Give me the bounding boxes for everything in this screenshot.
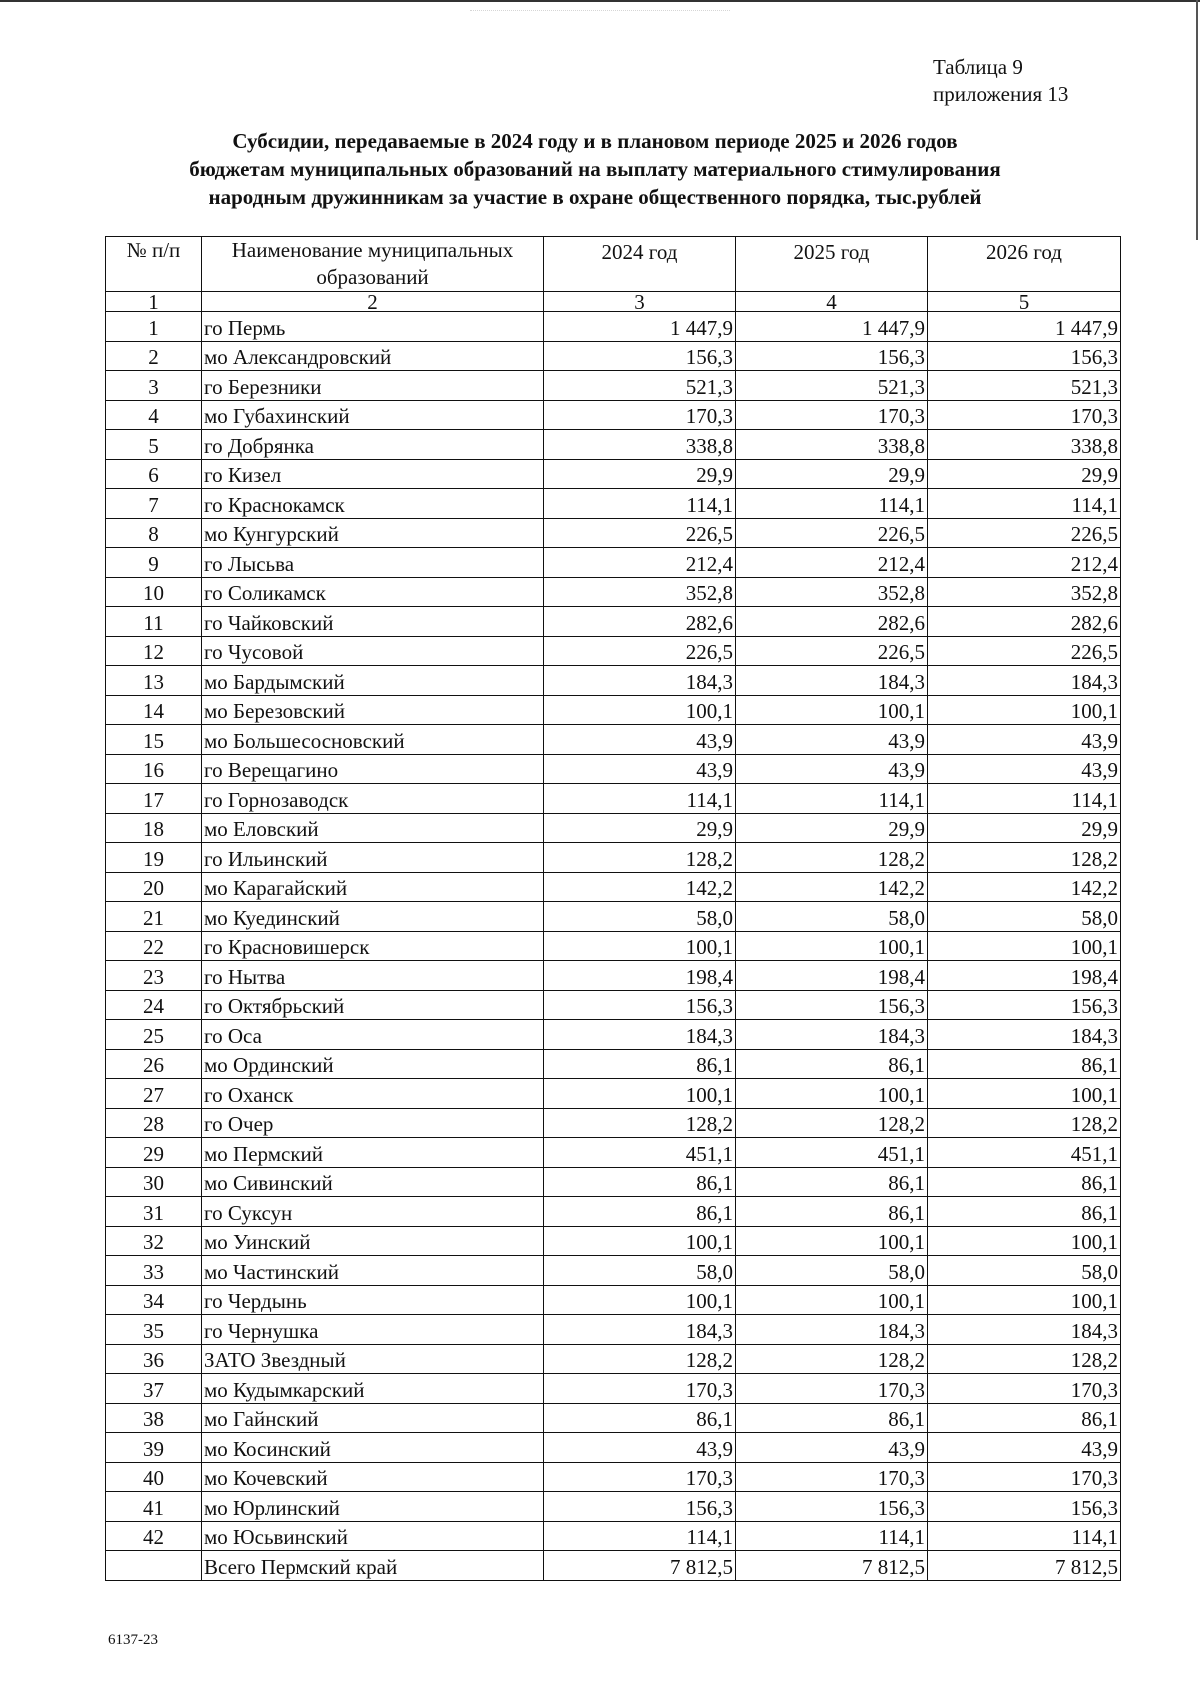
table-row bbox=[106, 1108, 1121, 1138]
municipality-name: го Оса bbox=[202, 1020, 544, 1050]
value-2024: 128,2 bbox=[544, 1108, 736, 1138]
value-2025: 184,3 bbox=[736, 1315, 928, 1345]
row-number: 38 bbox=[106, 1403, 202, 1433]
table-row bbox=[106, 1521, 1121, 1551]
title-line-1: Субсидии, передаваемые в 2024 году и в плановом периоде 2025 и 2026 годов bbox=[232, 129, 958, 153]
municipality-name: мо Кочевский bbox=[202, 1462, 544, 1492]
table-row bbox=[106, 990, 1121, 1020]
row-number: 33 bbox=[106, 1256, 202, 1286]
value-2024: 170,3 bbox=[544, 400, 736, 430]
table-row bbox=[106, 400, 1121, 430]
value-2025: 198,4 bbox=[736, 961, 928, 991]
title-line-2: бюджетам муниципальных образований на выплату материального стимулирования bbox=[189, 157, 1001, 181]
value-2026: 451,1 bbox=[928, 1138, 1121, 1168]
municipality-name: мо Березовский bbox=[202, 695, 544, 725]
municipality-name: мо Еловский bbox=[202, 813, 544, 843]
col-header-2025: 2025 год bbox=[736, 237, 928, 292]
value-2026: 86,1 bbox=[928, 1049, 1121, 1079]
row-number: 34 bbox=[106, 1285, 202, 1315]
value-2025: 43,9 bbox=[736, 1433, 928, 1463]
municipality-name: мо Юрлинский bbox=[202, 1492, 544, 1522]
value-2026: 156,3 bbox=[928, 341, 1121, 371]
municipality-name: мо Ординский bbox=[202, 1049, 544, 1079]
value-2026: 86,1 bbox=[928, 1403, 1121, 1433]
value-2026: 114,1 bbox=[928, 784, 1121, 814]
municipality-name: го Очер bbox=[202, 1108, 544, 1138]
value-2025: 184,3 bbox=[736, 666, 928, 696]
municipality-name: го Суксун bbox=[202, 1197, 544, 1227]
value-2025: 86,1 bbox=[736, 1197, 928, 1227]
col-header-2026: 2026 год bbox=[928, 237, 1121, 292]
row-number: 30 bbox=[106, 1167, 202, 1197]
value-2025: 100,1 bbox=[736, 1226, 928, 1256]
value-2024: 100,1 bbox=[544, 1226, 736, 1256]
total-row bbox=[106, 1551, 1121, 1581]
value-2026: 142,2 bbox=[928, 872, 1121, 902]
value-2024: 352,8 bbox=[544, 577, 736, 607]
table-row bbox=[106, 312, 1121, 342]
row-number: 1 bbox=[106, 312, 202, 342]
municipality-name: мо Куединский bbox=[202, 902, 544, 932]
value-2025: 58,0 bbox=[736, 1256, 928, 1286]
col-number: 1 bbox=[106, 292, 202, 312]
total-2025: 7 812,5 bbox=[736, 1551, 928, 1581]
value-2026: 156,3 bbox=[928, 990, 1121, 1020]
value-2024: 114,1 bbox=[544, 784, 736, 814]
row-number: 41 bbox=[106, 1492, 202, 1522]
subsidies-table bbox=[105, 236, 1121, 1581]
row-number: 27 bbox=[106, 1079, 202, 1109]
value-2026: 128,2 bbox=[928, 843, 1121, 873]
municipality-name: мо Большесосновский bbox=[202, 725, 544, 755]
table-row bbox=[106, 636, 1121, 666]
value-2024: 86,1 bbox=[544, 1403, 736, 1433]
value-2024: 451,1 bbox=[544, 1138, 736, 1168]
municipality-name: ЗАТО Звездный bbox=[202, 1344, 544, 1374]
value-2025: 142,2 bbox=[736, 872, 928, 902]
row-number: 32 bbox=[106, 1226, 202, 1256]
value-2024: 114,1 bbox=[544, 1521, 736, 1551]
value-2025: 29,9 bbox=[736, 459, 928, 489]
value-2024: 100,1 bbox=[544, 1079, 736, 1109]
row-number: 35 bbox=[106, 1315, 202, 1345]
value-2026: 352,8 bbox=[928, 577, 1121, 607]
table-row bbox=[106, 459, 1121, 489]
municipality-name: мо Гайнский bbox=[202, 1403, 544, 1433]
value-2025: 156,3 bbox=[736, 990, 928, 1020]
page-top-border bbox=[0, 0, 1200, 2]
value-2024: 282,6 bbox=[544, 607, 736, 637]
value-2026: 170,3 bbox=[928, 400, 1121, 430]
municipality-name: го Чердынь bbox=[202, 1285, 544, 1315]
row-number: 10 bbox=[106, 577, 202, 607]
municipality-name: мо Александровский bbox=[202, 341, 544, 371]
table-row bbox=[106, 577, 1121, 607]
municipality-name: го Соликамск bbox=[202, 577, 544, 607]
municipality-name: мо Юсьвинский bbox=[202, 1521, 544, 1551]
municipality-name: го Верещагино bbox=[202, 754, 544, 784]
value-2024: 1 447,9 bbox=[544, 312, 736, 342]
value-2025: 114,1 bbox=[736, 784, 928, 814]
municipality-name: мо Уинский bbox=[202, 1226, 544, 1256]
table-row bbox=[106, 341, 1121, 371]
value-2024: 226,5 bbox=[544, 636, 736, 666]
row-number: 17 bbox=[106, 784, 202, 814]
table-row bbox=[106, 1492, 1121, 1522]
row-number: 39 bbox=[106, 1433, 202, 1463]
col-header-2024: 2024 год bbox=[544, 237, 736, 292]
value-2024: 142,2 bbox=[544, 872, 736, 902]
municipality-name: го Кизел bbox=[202, 459, 544, 489]
value-2024: 29,9 bbox=[544, 813, 736, 843]
municipality-name: мо Губахинский bbox=[202, 400, 544, 430]
scan-smudge bbox=[470, 10, 730, 21]
value-2026: 114,1 bbox=[928, 1521, 1121, 1551]
row-number: 19 bbox=[106, 843, 202, 873]
value-2025: 156,3 bbox=[736, 1492, 928, 1522]
municipality-name: го Нытва bbox=[202, 961, 544, 991]
value-2025: 128,2 bbox=[736, 1344, 928, 1374]
value-2025: 29,9 bbox=[736, 813, 928, 843]
value-2025: 282,6 bbox=[736, 607, 928, 637]
value-2024: 86,1 bbox=[544, 1167, 736, 1197]
value-2025: 184,3 bbox=[736, 1020, 928, 1050]
municipality-name: го Ильинский bbox=[202, 843, 544, 873]
value-2026: 184,3 bbox=[928, 666, 1121, 696]
value-2024: 128,2 bbox=[544, 843, 736, 873]
value-2026: 100,1 bbox=[928, 1285, 1121, 1315]
value-2026: 338,8 bbox=[928, 430, 1121, 460]
value-2025: 100,1 bbox=[736, 931, 928, 961]
row-number: 5 bbox=[106, 430, 202, 460]
municipality-name: го Чайковский bbox=[202, 607, 544, 637]
table-row bbox=[106, 1049, 1121, 1079]
row-number: 18 bbox=[106, 813, 202, 843]
row-number: 8 bbox=[106, 518, 202, 548]
municipality-name: мо Кунгурский bbox=[202, 518, 544, 548]
table-row bbox=[106, 1020, 1121, 1050]
col-header-no: № п/п bbox=[106, 237, 202, 292]
table-row bbox=[106, 872, 1121, 902]
row-number: 22 bbox=[106, 931, 202, 961]
row-number: 9 bbox=[106, 548, 202, 578]
municipality-name: го Оханск bbox=[202, 1079, 544, 1109]
value-2026: 521,3 bbox=[928, 371, 1121, 401]
value-2024: 43,9 bbox=[544, 1433, 736, 1463]
table-row bbox=[106, 1462, 1121, 1492]
row-number: 11 bbox=[106, 607, 202, 637]
value-2024: 114,1 bbox=[544, 489, 736, 519]
value-2026: 198,4 bbox=[928, 961, 1121, 991]
value-2025: 212,4 bbox=[736, 548, 928, 578]
value-2026: 1 447,9 bbox=[928, 312, 1121, 342]
row-number: 12 bbox=[106, 636, 202, 666]
table-row bbox=[106, 843, 1121, 873]
row-number: 24 bbox=[106, 990, 202, 1020]
col-number: 3 bbox=[544, 292, 736, 312]
value-2024: 156,3 bbox=[544, 341, 736, 371]
row-number: 25 bbox=[106, 1020, 202, 1050]
value-2025: 114,1 bbox=[736, 1521, 928, 1551]
municipality-name: го Краснокамск bbox=[202, 489, 544, 519]
value-2026: 29,9 bbox=[928, 459, 1121, 489]
row-number: 4 bbox=[106, 400, 202, 430]
value-2026: 212,4 bbox=[928, 548, 1121, 578]
total-2026: 7 812,5 bbox=[928, 1551, 1121, 1581]
value-2025: 170,3 bbox=[736, 1462, 928, 1492]
row-number: 3 bbox=[106, 371, 202, 401]
row-number: 13 bbox=[106, 666, 202, 696]
municipality-name: го Чусовой bbox=[202, 636, 544, 666]
table-row bbox=[106, 1433, 1121, 1463]
municipality-name: мо Карагайский bbox=[202, 872, 544, 902]
table-row bbox=[106, 1079, 1121, 1109]
value-2026: 43,9 bbox=[928, 725, 1121, 755]
table-row bbox=[106, 784, 1121, 814]
table-row bbox=[106, 1285, 1121, 1315]
value-2026: 100,1 bbox=[928, 1079, 1121, 1109]
value-2026: 156,3 bbox=[928, 1492, 1121, 1522]
value-2026: 100,1 bbox=[928, 931, 1121, 961]
value-2026: 282,6 bbox=[928, 607, 1121, 637]
table-row bbox=[106, 1226, 1121, 1256]
value-2026: 184,3 bbox=[928, 1020, 1121, 1050]
value-2024: 86,1 bbox=[544, 1197, 736, 1227]
row-number: 31 bbox=[106, 1197, 202, 1227]
table-row bbox=[106, 430, 1121, 460]
title-line-3: народным дружинникам за участие в охране общественного порядка, тыс.рублей bbox=[208, 185, 982, 209]
table-row bbox=[106, 725, 1121, 755]
row-number: 6 bbox=[106, 459, 202, 489]
table-row bbox=[106, 371, 1121, 401]
row-number: 21 bbox=[106, 902, 202, 932]
total-no bbox=[106, 1551, 202, 1581]
value-2026: 114,1 bbox=[928, 489, 1121, 519]
col-number: 5 bbox=[928, 292, 1121, 312]
table-row bbox=[106, 607, 1121, 637]
value-2024: 156,3 bbox=[544, 1492, 736, 1522]
value-2026: 226,5 bbox=[928, 636, 1121, 666]
value-2024: 100,1 bbox=[544, 1285, 736, 1315]
value-2024: 170,3 bbox=[544, 1374, 736, 1404]
value-2025: 1 447,9 bbox=[736, 312, 928, 342]
table-row bbox=[106, 489, 1121, 519]
municipality-name: мо Сивинский bbox=[202, 1167, 544, 1197]
municipality-name: мо Косинский bbox=[202, 1433, 544, 1463]
document-code: 6137-23 bbox=[108, 1632, 158, 1648]
table-row bbox=[106, 1167, 1121, 1197]
value-2024: 212,4 bbox=[544, 548, 736, 578]
value-2026: 226,5 bbox=[928, 518, 1121, 548]
column-number-row bbox=[106, 292, 1121, 312]
header-row bbox=[106, 237, 1121, 292]
row-number: 20 bbox=[106, 872, 202, 902]
row-number: 16 bbox=[106, 754, 202, 784]
row-number: 7 bbox=[106, 489, 202, 519]
value-2025: 100,1 bbox=[736, 1285, 928, 1315]
value-2024: 29,9 bbox=[544, 459, 736, 489]
table-row bbox=[106, 1315, 1121, 1345]
value-2024: 86,1 bbox=[544, 1049, 736, 1079]
value-2024: 521,3 bbox=[544, 371, 736, 401]
row-number: 14 bbox=[106, 695, 202, 725]
table-body bbox=[106, 312, 1121, 1551]
value-2024: 170,3 bbox=[544, 1462, 736, 1492]
value-2025: 43,9 bbox=[736, 754, 928, 784]
row-number: 29 bbox=[106, 1138, 202, 1168]
row-number: 2 bbox=[106, 341, 202, 371]
value-2026: 184,3 bbox=[928, 1315, 1121, 1345]
table-row bbox=[106, 1344, 1121, 1374]
municipality-name: мо Пермский bbox=[202, 1138, 544, 1168]
col-header-name: Наименование муниципальных образований bbox=[202, 237, 544, 292]
value-2026: 128,2 bbox=[928, 1108, 1121, 1138]
value-2025: 100,1 bbox=[736, 695, 928, 725]
value-2024: 198,4 bbox=[544, 961, 736, 991]
appendix-number: приложения 13 bbox=[933, 82, 1069, 106]
table-row bbox=[106, 902, 1121, 932]
municipality-name: го Красновишерск bbox=[202, 931, 544, 961]
value-2025: 521,3 bbox=[736, 371, 928, 401]
value-2025: 170,3 bbox=[736, 400, 928, 430]
value-2026: 43,9 bbox=[928, 754, 1121, 784]
value-2025: 58,0 bbox=[736, 902, 928, 932]
value-2026: 29,9 bbox=[928, 813, 1121, 843]
table-reference bbox=[933, 54, 1068, 108]
table-row bbox=[106, 961, 1121, 991]
municipality-name: го Чернушка bbox=[202, 1315, 544, 1345]
table-row bbox=[106, 1197, 1121, 1227]
value-2025: 128,2 bbox=[736, 843, 928, 873]
value-2025: 352,8 bbox=[736, 577, 928, 607]
value-2026: 58,0 bbox=[928, 902, 1121, 932]
table-row bbox=[106, 695, 1121, 725]
value-2025: 128,2 bbox=[736, 1108, 928, 1138]
row-number: 40 bbox=[106, 1462, 202, 1492]
value-2026: 58,0 bbox=[928, 1256, 1121, 1286]
table-row bbox=[106, 1403, 1121, 1433]
value-2026: 86,1 bbox=[928, 1167, 1121, 1197]
row-number: 15 bbox=[106, 725, 202, 755]
row-number: 26 bbox=[106, 1049, 202, 1079]
value-2024: 156,3 bbox=[544, 990, 736, 1020]
row-number: 36 bbox=[106, 1344, 202, 1374]
table-row bbox=[106, 1256, 1121, 1286]
municipality-name: го Березники bbox=[202, 371, 544, 401]
municipality-name: мо Бардымский bbox=[202, 666, 544, 696]
value-2025: 170,3 bbox=[736, 1374, 928, 1404]
row-number: 23 bbox=[106, 961, 202, 991]
value-2024: 43,9 bbox=[544, 754, 736, 784]
value-2024: 100,1 bbox=[544, 931, 736, 961]
value-2026: 128,2 bbox=[928, 1344, 1121, 1374]
municipality-name: мо Кудымкарский bbox=[202, 1374, 544, 1404]
total-label: Всего Пермский край bbox=[202, 1551, 544, 1581]
value-2026: 100,1 bbox=[928, 1226, 1121, 1256]
value-2024: 184,3 bbox=[544, 1020, 736, 1050]
value-2025: 43,9 bbox=[736, 725, 928, 755]
value-2024: 58,0 bbox=[544, 1256, 736, 1286]
municipality-name: го Добрянка bbox=[202, 430, 544, 460]
value-2024: 100,1 bbox=[544, 695, 736, 725]
value-2024: 128,2 bbox=[544, 1344, 736, 1374]
value-2024: 226,5 bbox=[544, 518, 736, 548]
value-2025: 114,1 bbox=[736, 489, 928, 519]
table-row bbox=[106, 666, 1121, 696]
table-row bbox=[106, 518, 1121, 548]
value-2026: 43,9 bbox=[928, 1433, 1121, 1463]
value-2026: 170,3 bbox=[928, 1462, 1121, 1492]
row-number: 42 bbox=[106, 1521, 202, 1551]
municipality-name: го Октябрьский bbox=[202, 990, 544, 1020]
row-number: 37 bbox=[106, 1374, 202, 1404]
table-row bbox=[106, 1138, 1121, 1168]
value-2025: 226,5 bbox=[736, 636, 928, 666]
table-number: Таблица 9 bbox=[933, 55, 1023, 79]
value-2024: 43,9 bbox=[544, 725, 736, 755]
value-2025: 451,1 bbox=[736, 1138, 928, 1168]
value-2024: 184,3 bbox=[544, 1315, 736, 1345]
table-row bbox=[106, 813, 1121, 843]
value-2024: 338,8 bbox=[544, 430, 736, 460]
municipality-name: мо Частинский bbox=[202, 1256, 544, 1286]
col-number: 4 bbox=[736, 292, 928, 312]
value-2025: 156,3 bbox=[736, 341, 928, 371]
col-number: 2 bbox=[202, 292, 544, 312]
value-2025: 86,1 bbox=[736, 1403, 928, 1433]
table-row bbox=[106, 754, 1121, 784]
table-row bbox=[106, 1374, 1121, 1404]
value-2025: 338,8 bbox=[736, 430, 928, 460]
value-2025: 100,1 bbox=[736, 1079, 928, 1109]
value-2024: 184,3 bbox=[544, 666, 736, 696]
page-right-edge bbox=[1196, 0, 1198, 240]
municipality-name: го Горнозаводск bbox=[202, 784, 544, 814]
table-row bbox=[106, 931, 1121, 961]
total-2024: 7 812,5 bbox=[544, 1551, 736, 1581]
value-2025: 86,1 bbox=[736, 1167, 928, 1197]
value-2025: 226,5 bbox=[736, 518, 928, 548]
value-2026: 86,1 bbox=[928, 1197, 1121, 1227]
value-2026: 170,3 bbox=[928, 1374, 1121, 1404]
municipality-name: го Пермь bbox=[202, 312, 544, 342]
table-row bbox=[106, 548, 1121, 578]
value-2024: 58,0 bbox=[544, 902, 736, 932]
row-number: 28 bbox=[106, 1108, 202, 1138]
municipality-name: го Лысьва bbox=[202, 548, 544, 578]
document-title bbox=[130, 127, 1060, 211]
value-2025: 86,1 bbox=[736, 1049, 928, 1079]
value-2026: 100,1 bbox=[928, 695, 1121, 725]
